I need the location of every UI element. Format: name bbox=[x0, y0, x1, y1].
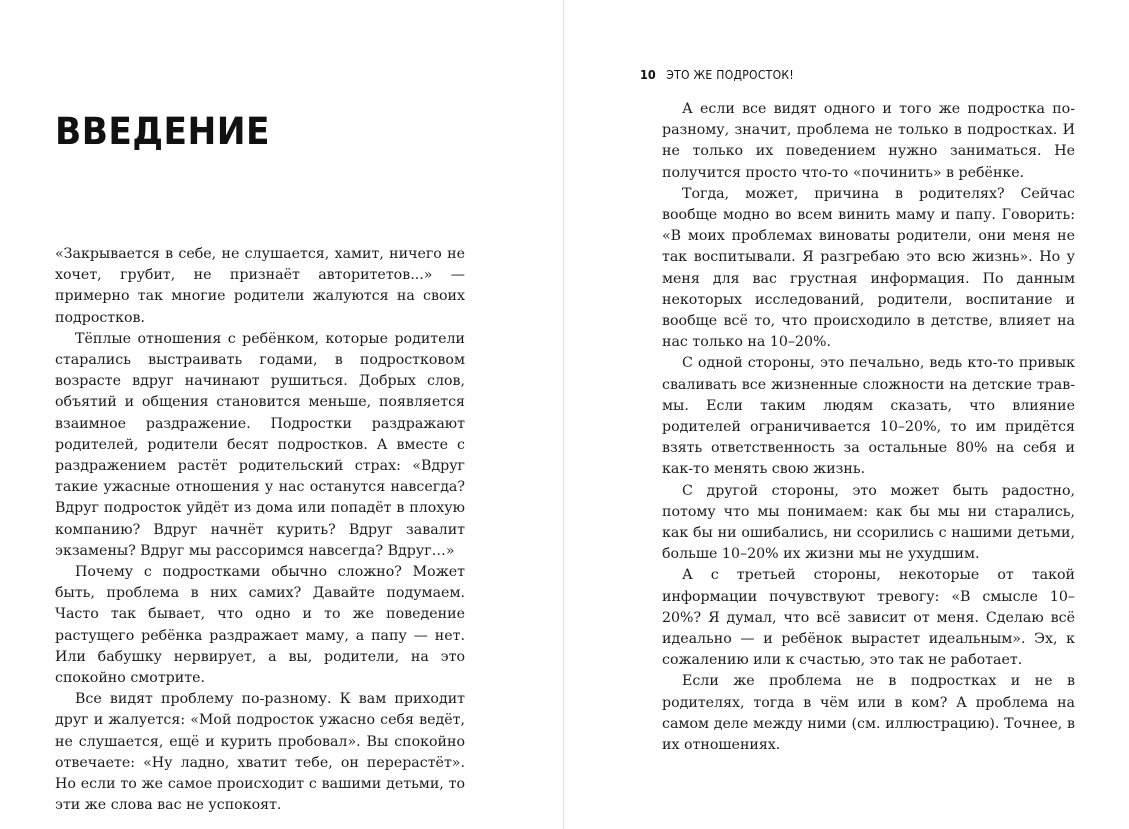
paragraph: «Закрывается в себе, не слушается, хамит, ничего не хочет, грубит, не признаёт авторитетов...» — примерно так многие родители жалуются на своих подростков. bbox=[55, 246, 465, 326]
left-page bbox=[0, 0, 563, 829]
paragraph: А с третьей стороны, некоторые от такой информации почувствуют тревогу: «В смысле 10–20%? Я думал, что всё зависит от меня. Сделаю всё идеально — и ребёнок вырастет идеальным». Эх, к сожалению или к счастью, это так не работает. bbox=[662, 567, 1075, 669]
paragraph: Тогда, может, причина в родителях? Сейчас вообще модно во всем винить маму и папу. Говорить: «В моих проблемах виноваты родители, они меня не так воспитывали. Я разгребаю это всю жизнь». Но у меня для вас грустная информация. По данным некоторых исследований, родители, воспитание и вообще всё то, что происходило в детстве, влияет на нас только на 10–20%. bbox=[662, 185, 1075, 351]
paragraph: А если все видят одного и того же подростка по-разному, значит, проблема не только в подростках. И не только их поведением нужно заниматься. Не получится просто что-то «починить» в ребёнке. bbox=[662, 101, 1075, 181]
paragraph: С другой стороны, это может быть радостно, потому что мы понимаем: как бы мы ни старались, как бы ни ошибались, ни ссорились с нашими детьми, больше 10–20% их жизни мы не ухудшим. bbox=[662, 482, 1075, 563]
chapter-title: ВВЕДЕНИЕ bbox=[55, 110, 270, 153]
paragraph: Если же проблема не в подростках и не в родителях, тогда в чём или в ком? А проблема на самом деле между ними (см. иллюстрацию). Точнее, в их отношениях. bbox=[662, 673, 1075, 754]
running-head-title: ЭТО ЖЕ ПОДРОСТОК! bbox=[666, 68, 794, 82]
running-head bbox=[640, 64, 794, 82]
left-page-text bbox=[55, 244, 465, 816]
page-number: 10 bbox=[640, 67, 656, 82]
paragraph: Все видят проблему по-разному. К вам приходит друг и жалуется: «Мой подросток ужасно себя ведёт, не слушается, ещё и курить пробовал». Вы спокойно отвечаете: «Ну ладно, хватит тебе, он перерастёт». Но если то же самое происходит с вашими детьми, то эти же слова вас не успокоят. bbox=[55, 691, 465, 814]
right-page bbox=[564, 0, 1129, 829]
paragraph: С одной стороны, это печально, ведь кто-то привык сваливать все жизненные сложности на детские травмы. Если таким людям сказать, что влияние родителей ограничивается 10–20%, то им придётся взять ответственность за остальные 80% на себя и как-то менять свою жизнь. bbox=[662, 355, 1075, 478]
paragraph: Почему с подростками обычно сложно? Может быть, проблема в них самих? Давайте подумаем. Часто так бывает, что одно и то же поведение растущего ребёнка раздражает маму, а папу — нет. Или бабушку нервирует, а вы, родители, на это спокойно смотрите. bbox=[55, 564, 465, 687]
paragraph: Тёплые отношения с ребёнком, которые родители старались выстраивать годами, в подростковом возрасте вдруг начинают рушиться. Добрых слов, объятий и общения становится меньше, появляется взаимное раздражение. Подростки раздражают родителей, родители бесят подростков. А вместе с раздражением растёт родительский страх: «Вдруг такие ужасные отношения у нас останутся навсегда? Вдруг подросток уйдёт из дома или попадёт в плохую компанию? Вдруг начнёт курить? Вдруг завалит экзамены? Вдруг мы рассоримся навсегда? Вдруг…» bbox=[55, 330, 465, 559]
right-page-text bbox=[662, 99, 1075, 756]
